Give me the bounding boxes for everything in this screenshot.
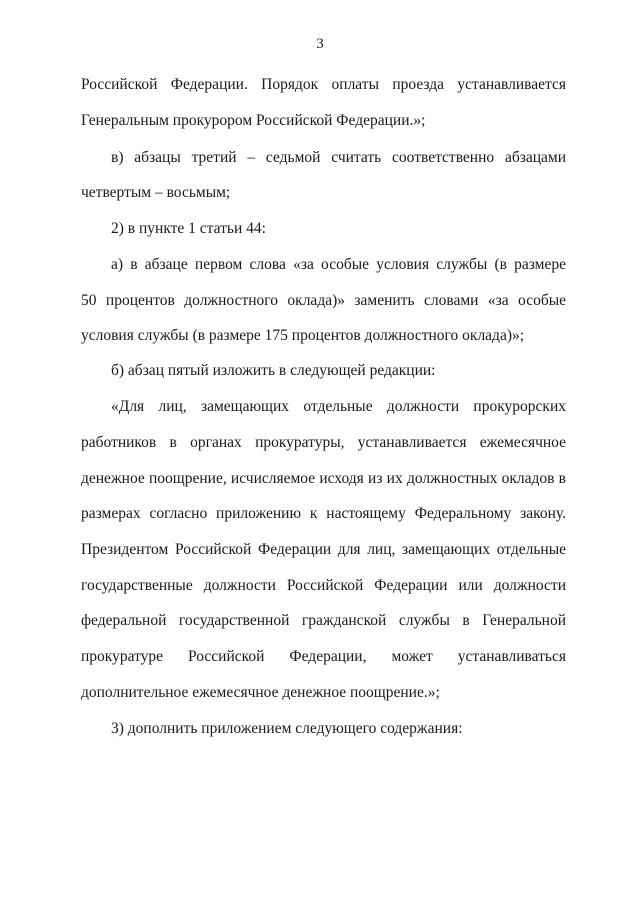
text-line: условия службы (в размере 175 процентов должностного оклада)»;: [81, 327, 525, 344]
text-line: «Для лиц, замещающих отдельные должности прокурорских: [111, 398, 566, 415]
text-line: работников в органах прокуратуры, устанавливается ежемесячное: [81, 434, 566, 451]
text-line: а) в абзаце первом слова «за особые условия службы (в размере: [111, 256, 566, 273]
text-line: федеральной государственной гражданской службы в Генеральной: [81, 612, 566, 629]
text-line: прокуратуре Российской Федерации, может устанавливаться: [81, 648, 566, 665]
text-line: дополнительное ежемесячное денежное поощрение.»;: [81, 684, 440, 701]
text-line: Президентом Российской Федерации для лиц, замещающих отдельные: [81, 541, 566, 558]
text-line: 3) дополнить приложением следующего содержания:: [111, 720, 463, 737]
text-line: размерах согласно приложению к настоящему Федеральному закону.: [81, 505, 566, 522]
text-line: Генеральным прокурором Российской Федерации.»;: [81, 112, 426, 129]
text-line: 2) в пункте 1 статьи 44:: [111, 220, 266, 237]
text-line: Российской Федерации. Порядок оплаты проезда устанавливается: [81, 76, 566, 93]
text-line: денежное поощрение, исчисляемое исходя из их должностных окладов в: [81, 470, 566, 487]
text-line: б) абзац пятый изложить в следующей редакции:: [111, 362, 436, 379]
page-number: 3: [316, 36, 324, 52]
text-line: 50 процентов должностного оклада)» заменить словами «за особые: [81, 292, 566, 309]
text-line: в) абзацы третий – седьмой считать соответственно абзацами: [111, 149, 566, 166]
text-line: государственные должности Российской Федерации или должности: [81, 577, 566, 594]
text-line: четвертым – восьмым;: [81, 184, 231, 201]
